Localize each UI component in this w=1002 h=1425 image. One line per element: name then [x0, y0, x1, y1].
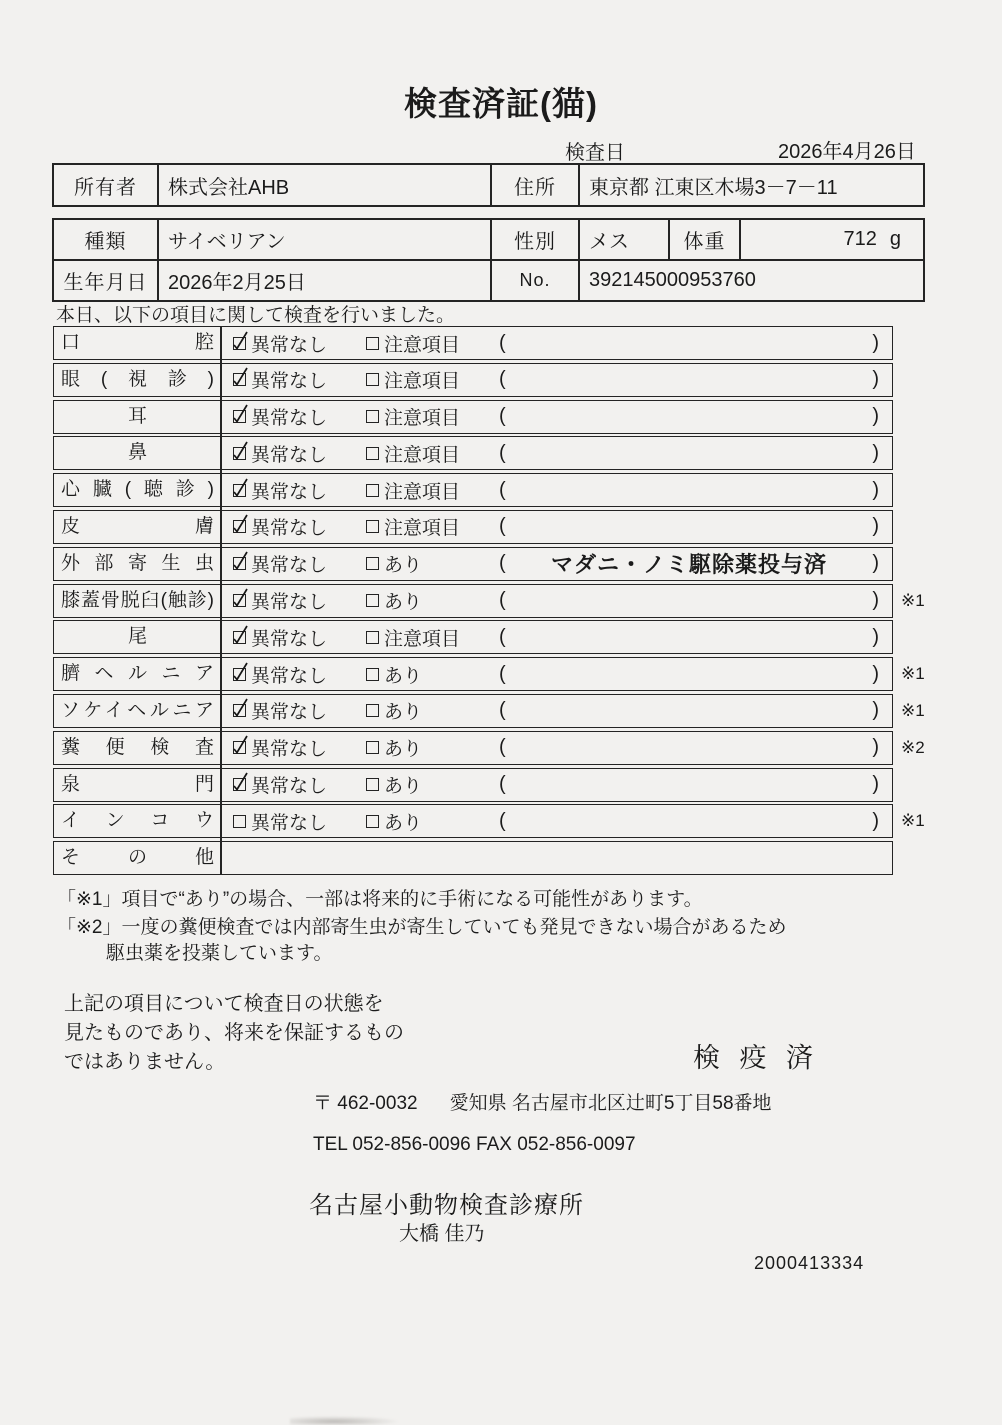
weight-cell — [739, 220, 923, 259]
exam-row-content — [221, 437, 892, 469]
alt-option — [366, 808, 499, 835]
exam-row-content — [221, 658, 892, 690]
alt-option-label: 注意項目 — [384, 481, 461, 503]
remarks-field — [499, 515, 892, 538]
paren-close: ) — [872, 552, 879, 575]
paren-close: ) — [872, 625, 879, 648]
remarks-field — [499, 442, 892, 465]
exam-row-content — [221, 364, 892, 396]
exam-row — [53, 547, 893, 581]
alt-option — [366, 513, 499, 540]
paren-close: ) — [872, 331, 879, 354]
birthdate-label: 生年月日 — [63, 272, 148, 294]
clinic-address: 愛知県 名古屋市北区辻町5丁目58番地 — [449, 1093, 772, 1114]
remarks-text: マダニ・ノミ駆除薬投与済 — [550, 552, 827, 578]
alt-option-label: あり — [384, 739, 423, 761]
alt-option — [366, 661, 499, 688]
checkbox-normal-icon — [233, 337, 246, 350]
alt-option-label: あり — [384, 702, 423, 724]
quarantine-stamp: 検 疫 済 — [693, 1043, 820, 1073]
alt-option-label: あり — [384, 555, 423, 577]
normal-option-label: 異常なし — [251, 518, 328, 540]
paren-close: ) — [872, 736, 879, 759]
normal-option — [233, 661, 356, 688]
exam-row-content — [221, 769, 892, 801]
exam-row — [53, 363, 893, 397]
paren-close: ) — [872, 478, 879, 501]
remarks-field — [499, 626, 892, 649]
page-title: 検査済証(猫) — [404, 85, 598, 122]
owner-table — [52, 163, 925, 207]
address-value: 東京都 江東区木場3－7－11 — [578, 165, 923, 205]
exam-row-content — [221, 732, 892, 764]
exam-table — [53, 326, 925, 878]
exam-row-content — [221, 548, 892, 580]
alt-option — [366, 330, 499, 357]
intro-statement: 本日、以下の項目に関して検査を行いました。 — [56, 305, 456, 326]
alt-option — [366, 550, 499, 577]
checkbox-normal-icon — [233, 410, 246, 423]
checkbox-normal-icon — [233, 520, 246, 533]
paren-open: ( — [499, 662, 506, 685]
alt-option-label: 注意項目 — [384, 334, 461, 356]
exam-row — [53, 731, 925, 765]
alt-option-label: 注意項目 — [384, 371, 461, 393]
paren-close: ) — [872, 441, 879, 464]
exam-row — [53, 620, 893, 654]
paren-open: ( — [499, 552, 506, 575]
remarks-field — [499, 773, 892, 796]
remarks-field — [499, 810, 892, 833]
alt-option-label: 注意項目 — [384, 444, 461, 466]
exam-item-label: 口腔 — [61, 332, 214, 353]
exam-row — [53, 473, 893, 507]
normal-option-label: 異常なし — [251, 371, 328, 393]
serial-number: 2000413334 — [754, 1253, 865, 1273]
checkbox-normal-icon — [233, 557, 246, 570]
exam-item-label: 心臓(聴診) — [61, 479, 214, 501]
birthdate-value: 2026年2月25日 — [157, 261, 490, 300]
exam-row — [53, 841, 893, 875]
exam-item-label: 皮膚 — [61, 515, 214, 537]
alt-option — [366, 587, 499, 614]
exam-row-content — [221, 511, 892, 543]
normal-option-label: 異常なし — [251, 776, 328, 798]
id-number-value: 392145000953760 — [578, 261, 923, 300]
paren-close: ) — [872, 589, 879, 612]
normal-option — [233, 808, 356, 835]
veterinarian-name: 大橋 佳乃 — [399, 1223, 485, 1245]
inspection-date-label: 検査日 — [565, 142, 625, 164]
paren-open: ( — [499, 773, 506, 796]
exam-item-label: 臍ヘルニア — [61, 663, 214, 685]
exam-item-label: 膝蓋骨脱臼(触診) — [61, 589, 214, 611]
footnote-mark: ※1 — [901, 590, 925, 610]
alt-option — [366, 403, 499, 430]
normal-option-label: 異常なし — [251, 739, 328, 761]
checkbox-alt-icon — [366, 410, 379, 423]
alt-option — [366, 366, 499, 393]
animal-table — [52, 218, 925, 302]
checkbox-normal-icon — [233, 704, 246, 717]
alt-option-label: あり — [384, 592, 423, 614]
sex-value: メス — [578, 220, 668, 259]
animal-row-2 — [54, 261, 923, 300]
disclaimer-line-1: 上記の項目について検査日の状態を — [64, 993, 384, 1015]
normal-option-label: 異常なし — [251, 444, 328, 466]
paren-open: ( — [499, 368, 506, 391]
paren-open: ( — [499, 699, 506, 722]
remarks-field — [499, 699, 892, 722]
remarks-field — [499, 332, 892, 355]
checkbox-alt-icon — [366, 373, 379, 386]
paren-open: ( — [499, 441, 506, 464]
disclaimer-line-3: ではありません。 — [64, 1051, 226, 1073]
paren-close: ) — [872, 368, 879, 391]
exam-row-content — [221, 695, 892, 727]
exam-row-content — [221, 805, 892, 837]
footnote-1: 「※1」項目で“あり”の場合、一部は将来的に手術になる可能性があります。 — [57, 889, 703, 910]
exam-row — [53, 584, 925, 618]
normal-option — [233, 440, 356, 467]
exam-row — [53, 657, 925, 691]
exam-row-content — [221, 585, 892, 617]
checkbox-alt-icon — [366, 337, 379, 350]
checkbox-alt-icon — [366, 815, 379, 828]
remarks-field — [499, 589, 892, 612]
normal-option-label: 異常なし — [251, 555, 328, 577]
remarks-field — [499, 405, 892, 428]
footnote-mark: ※1 — [901, 811, 925, 831]
normal-option — [233, 403, 356, 430]
checkbox-alt-icon — [366, 704, 379, 717]
animal-row-1 — [54, 220, 923, 261]
alt-option-label: あり — [384, 665, 423, 687]
normal-option-label: 異常なし — [251, 812, 328, 834]
exam-row — [53, 326, 893, 360]
owner-value: 株式会社AHB — [157, 165, 490, 205]
paren-open: ( — [499, 515, 506, 538]
breed-value: サイベリアン — [157, 220, 490, 259]
normal-option — [233, 477, 356, 504]
weight-unit: g — [889, 228, 901, 250]
remarks-field — [499, 663, 892, 686]
exam-item-label: その他 — [61, 847, 214, 869]
paren-open: ( — [499, 478, 506, 501]
alt-option-label: 注意項目 — [384, 518, 461, 540]
checkbox-alt-icon — [366, 668, 379, 681]
paren-open: ( — [499, 809, 506, 832]
paren-close: ) — [872, 699, 879, 722]
normal-option — [233, 587, 356, 614]
breed-label: 種類 — [84, 231, 127, 253]
disclaimer — [64, 990, 404, 1077]
exam-item-label: 外部寄生虫 — [61, 552, 214, 574]
paren-close: ) — [872, 662, 879, 685]
exam-item-label: インコウ — [61, 810, 214, 832]
id-number-label: No. — [490, 261, 578, 300]
exam-row — [53, 510, 893, 544]
inspection-date-value: 2026年4月26日 — [778, 141, 916, 163]
normal-option-label: 異常なし — [251, 334, 328, 356]
alt-option-label: 注意項目 — [384, 408, 461, 430]
footnote-2-line2: 駆虫薬を投薬しています。 — [106, 943, 333, 964]
paren-open: ( — [499, 331, 506, 354]
exam-row-content — [221, 621, 892, 653]
normal-option-label: 異常なし — [251, 592, 328, 614]
postal-code: 〒 462-0032 — [313, 1093, 418, 1114]
exam-item-label: 眼(視診) — [61, 368, 214, 390]
alt-option-label: あり — [384, 812, 423, 834]
weight-label: 体重 — [668, 220, 739, 259]
checkbox-alt-icon — [366, 778, 379, 791]
alt-option — [366, 624, 499, 651]
footnote-mark: ※2 — [901, 737, 925, 757]
alt-option-label: あり — [384, 776, 423, 798]
owner-label: 所有者 — [74, 176, 137, 199]
footnote-mark: ※1 — [901, 664, 925, 684]
footnote-mark: ※1 — [901, 700, 925, 720]
normal-option — [233, 697, 356, 724]
exam-item-label: 耳 — [127, 405, 147, 427]
checkbox-normal-icon — [233, 741, 246, 754]
checkbox-normal-icon — [233, 778, 246, 791]
alt-option — [366, 477, 499, 504]
exam-row-content — [221, 327, 892, 359]
normal-option — [233, 624, 356, 651]
alt-option — [366, 771, 499, 798]
paren-close: ) — [872, 773, 879, 796]
checkbox-normal-icon — [233, 815, 246, 828]
exam-item-label: 鼻 — [127, 442, 147, 464]
paren-close: ) — [872, 809, 879, 832]
alt-option — [366, 440, 499, 467]
exam-row-content — [221, 474, 892, 506]
address-label: 住所 — [490, 165, 578, 205]
normal-option — [233, 550, 356, 577]
disclaimer-line-2: 見たものであり、将来を保証するもの — [64, 1022, 404, 1044]
checkbox-alt-icon — [366, 484, 379, 497]
checkbox-normal-icon — [233, 484, 246, 497]
exam-row — [53, 436, 893, 470]
normal-option-label: 異常なし — [251, 665, 328, 687]
normal-option — [233, 771, 356, 798]
checkbox-alt-icon — [366, 447, 379, 460]
checkbox-alt-icon — [366, 557, 379, 570]
alt-option-label: 注意項目 — [384, 628, 461, 650]
checkbox-alt-icon — [366, 631, 379, 644]
paren-open: ( — [499, 625, 506, 648]
alt-option — [366, 734, 499, 761]
normal-option — [233, 366, 356, 393]
normal-option-label: 異常なし — [251, 481, 328, 503]
paren-open: ( — [499, 405, 506, 428]
paren-close: ) — [872, 515, 879, 538]
normal-option-label: 異常なし — [251, 628, 328, 650]
checkbox-normal-icon — [233, 631, 246, 644]
exam-row — [53, 768, 893, 802]
exam-row-content — [221, 842, 892, 874]
normal-option-label: 異常なし — [251, 408, 328, 430]
exam-row — [53, 400, 893, 434]
scan-smudge — [290, 1416, 400, 1425]
exam-row-content — [221, 401, 892, 433]
exam-row — [53, 804, 925, 838]
normal-option — [233, 330, 356, 357]
remarks-field — [499, 368, 892, 391]
normal-option — [233, 513, 356, 540]
clinic-name: 名古屋小動物検査診療所 — [309, 1192, 584, 1219]
remarks-field — [499, 479, 892, 502]
exam-item-label: 尾 — [127, 626, 147, 648]
checkbox-normal-icon — [233, 447, 246, 460]
checkbox-normal-icon — [233, 373, 246, 386]
paren-open: ( — [499, 736, 506, 759]
weight-value: 712 — [843, 228, 877, 250]
checkbox-normal-icon — [233, 594, 246, 607]
paren-open: ( — [499, 589, 506, 612]
sex-label: 性別 — [490, 220, 578, 259]
exam-item-label: 泉門 — [61, 773, 214, 795]
clinic-phone: TEL 052-856-0096 FAX 052-856-0097 — [313, 1134, 636, 1155]
exam-item-label: ソケイヘルニア — [61, 699, 214, 721]
normal-option-label: 異常なし — [251, 702, 328, 724]
checkbox-alt-icon — [366, 520, 379, 533]
checkbox-alt-icon — [366, 741, 379, 754]
exam-item-label: 糞便検査 — [61, 736, 214, 758]
checkbox-normal-icon — [233, 668, 246, 681]
paren-close: ) — [872, 405, 879, 428]
normal-option — [233, 734, 356, 761]
remarks-field — [499, 736, 892, 759]
footnote-2-line1: 「※2」一度の糞便検査では内部寄生虫が寄生していても発見できない場合があるため — [57, 917, 787, 938]
clinic-address-line — [313, 1088, 772, 1115]
exam-row — [53, 694, 925, 728]
alt-option — [366, 697, 499, 724]
remarks-field — [499, 548, 892, 579]
checkbox-alt-icon — [366, 594, 379, 607]
